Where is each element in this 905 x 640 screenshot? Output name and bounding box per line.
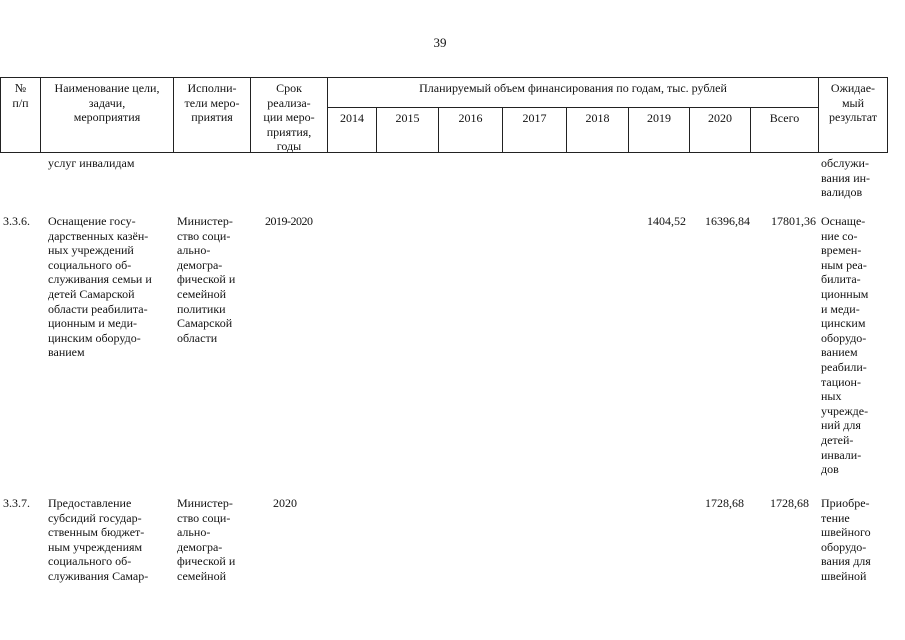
col-border [887,77,888,153]
row-result: Приобре- тение швейного оборудо- вания для швейной [821,496,871,583]
row-value-total: 1728,68 [770,496,809,510]
header-year: 2016 [458,111,483,125]
header-name: Наименование цели, задачи, мероприятия [54,81,160,125]
row-result: Оснаще- ние со- времен- ным реа- билита- ционным и меди- цинским оборудо- ванием реабили- тацион- ных учрежде- ний для детей- инвали- дов [821,214,869,477]
row-value-2019: 1404,52 [647,214,686,228]
header-result: Ожидае- мый результат [828,81,878,125]
row-term: 2020 [273,496,297,510]
header-num: № п/п [12,81,29,110]
header-bottom-border [0,152,888,153]
row-result: обслужи- вания ин- валидов [821,156,871,200]
header-year: 2020 [708,111,732,125]
header-year: 2018 [585,111,610,125]
header-year: 2015 [395,111,420,125]
header-funding: Планируемый объем финансирования по годам, тыс. рублей [419,81,727,95]
row-executors: Министер- ство соци- ально- демогра- фической и семейной [177,496,236,583]
header-top-border [0,77,888,78]
row-value-2020: 1728,68 [705,496,744,510]
page-number: 39 [433,35,447,50]
header-term: Срок реализа- ции меро- приятия, годы [263,81,315,154]
row-num: 3.3.6. [3,214,30,228]
header-year: 2019 [647,111,671,125]
header-year: 2017 [522,111,547,125]
years-divider [327,107,818,108]
row-value-2020: 16396,84 [705,214,750,228]
row-term: 2019-2020 [265,214,313,228]
row-name: услуг инвалидам [48,156,135,170]
row-executors: Министер- ство соци- ально- демогра- фической и семейной политики Самарской области [177,214,236,345]
header-executors: Исполни- тели меро- приятия [184,81,240,125]
header-year: 2014 [340,111,364,125]
row-num: 3.3.7. [3,496,30,510]
row-name: Предоставление субсидий государ- ственным бюджет- ным учреждениям социального об- служивания Самар- [48,496,149,583]
row-value-total: 17801,36 [771,214,816,228]
row-name: Оснащение госу- дарственных казён- ных учреждений социального об- служивания семьи и детей Самарской области реабилита- ционным и меди- цинским оборудо- ванием [48,214,152,360]
header-total: Всего [769,111,800,125]
